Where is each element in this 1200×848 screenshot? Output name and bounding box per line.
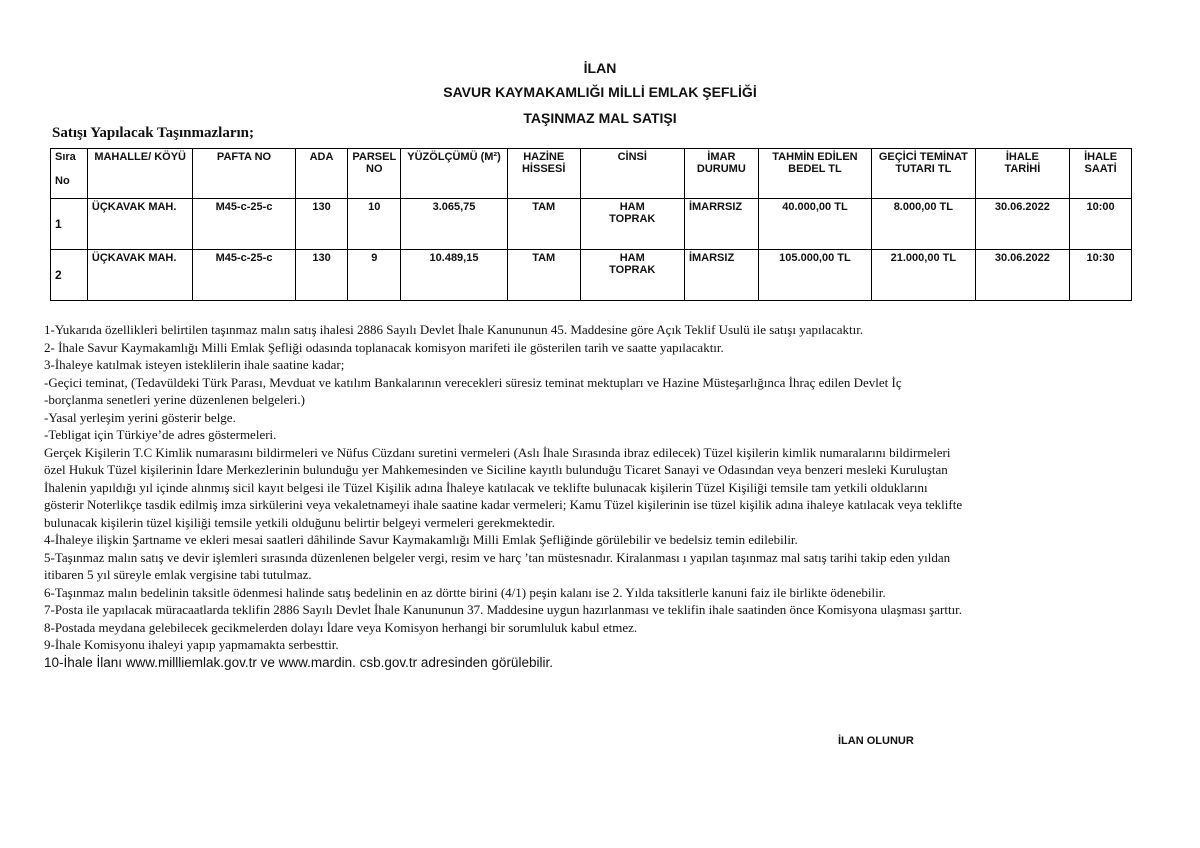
table-cell: TAM — [507, 250, 580, 301]
cell-line: TOPRAK — [609, 264, 656, 276]
column-header-line: SAATİ — [1084, 163, 1117, 175]
notice-title: İLAN — [583, 60, 617, 76]
column-header-line: Sıra — [55, 151, 76, 163]
column-header-line: MAHALLE/ KÖYÜ — [94, 151, 186, 163]
table-cell: 105.000,00 TL — [758, 250, 871, 301]
column-header — [580, 149, 684, 199]
column-header — [507, 149, 580, 199]
sale-title: TAŞINMAZ MAL SATIŞI — [523, 110, 677, 126]
column-header-line: GEÇİCİ TEMİNAT — [878, 151, 968, 163]
property-table — [50, 148, 1132, 301]
term-line-website: 10-İhale İlanı www.millliemlak.gov.tr ve www.mardin. csb.gov.tr adresinden görülebilir. — [44, 654, 553, 670]
table-cell: 10 — [348, 199, 401, 250]
term-line: -Tebligat için Türkiye’de adres göstermeleri. — [44, 427, 277, 442]
column-header-line: ADA — [309, 151, 334, 163]
table-cell: 3.065,75 — [401, 199, 508, 250]
table-cell: İMARRSIZ — [684, 199, 758, 250]
table-cell: 8.000,00 TL — [872, 199, 975, 250]
terms-text — [44, 321, 1164, 671]
column-header-line: NO — [366, 163, 383, 175]
column-header — [87, 149, 192, 199]
table-cell: 1 — [51, 199, 88, 250]
table-cell — [580, 199, 684, 250]
term-line: 3-İhaleye katılmak isteyen isteklilerin ihale saatine kadar; — [44, 357, 345, 372]
term-line: 8-Postada meydana gelebilecek gecikmelerden dolayı İdare veya Komisyon herhangi bir sorumluluk kabul etmez. — [44, 619, 638, 635]
column-header-line: İMAR — [707, 151, 736, 163]
term-line: 7-Posta ile yapılacak müracaatlarda teklifin 2886 Sayılı Devlet İhale Kanununun 37. Maddesine uygun hazırlanması ve teklifin ihale saatinden önce Komisyona ulaşması şarttır. — [44, 602, 963, 617]
table-header-row — [51, 149, 1132, 199]
table-row — [51, 199, 1132, 250]
cell-line: TOPRAK — [609, 213, 656, 225]
term-line: -Yasal yerleşim yerini gösterir belge. — [44, 409, 236, 425]
table-cell: İMARSIZ — [684, 250, 758, 301]
cell-line: HAM — [619, 201, 645, 213]
table-body — [51, 199, 1132, 301]
table-cell: 30.06.2022 — [975, 250, 1070, 301]
column-header-line: DURUMU — [696, 163, 746, 175]
table-row — [51, 250, 1132, 301]
table-cell: 40.000,00 TL — [758, 199, 871, 250]
table-cell: ÜÇKAVAK MAH. — [87, 199, 192, 250]
table-cell: 9 — [348, 250, 401, 301]
table-cell: 10:30 — [1070, 250, 1132, 301]
term-line: 4-İhaleye ilişkin Şartname ve ekleri mesai saatleri dâhilinde Savur Kaymakamlığı Milli Emlak Şefliğinde görülebilir ve bedelsiz temin edilebilir. — [44, 532, 798, 547]
term-line: 1-Yukarıda özellikleri belirtilen taşınmaz malın satış ihalesi 2886 Sayılı Devlet İhale Kanununun 45. Maddesine göre Açık Teklif Usulü ile satışı yapılacaktır. — [44, 322, 864, 337]
term-line: gösterir Noterlikçe tasdik edilmiş imza sirkülerini veya vekaletnameyi ihale saatine kadar vermeleri; Kamu Tüzel kişilerinin ise tüzel kişilik adına ihaleye katılacak veya teklifte — [44, 497, 963, 512]
term-line: 2- İhale Savur Kaymakamlığı Milli Emlak Şefliği odasında toplanacak komisyon marifeti ile gösterilen tarih ve saatte yapılacaktır. — [44, 339, 724, 355]
table-cell: 10:00 — [1070, 199, 1132, 250]
footer-signature: İLAN OLUNUR — [838, 735, 914, 747]
term-line: 5-Taşınmaz malın satış ve devir işlemleri sırasında düzenlenen belgeler vergi, resim ve harç ’tan müstesnadır. Kiralanması ı yapılan taşınmaz mal satış tarihi takip eden yıldan — [44, 549, 951, 565]
term-line: İhalenin yapıldığı yıl içinde alınmış sicil kayıt belgesi ile Tüzel Kişilik adına İhaleye katılacak ve teklifte bulunacak kişilerin Tüzel Kişiliği temsile tam yetkili olduklarını — [44, 479, 928, 495]
column-header — [401, 149, 508, 199]
table-cell: 10.489,15 — [401, 250, 508, 301]
column-header — [758, 149, 871, 199]
term-line: 9-İhale Komisyonu ihaleyi yapıp yapmamakta serbesttir. — [44, 637, 339, 652]
column-header-line: TARİHİ — [1004, 163, 1041, 175]
column-header — [1070, 149, 1132, 199]
table-cell: 130 — [295, 250, 348, 301]
column-header — [872, 149, 975, 199]
table-caption: Satışı Yapılacak Taşınmazların; — [52, 125, 254, 141]
table-cell: 2 — [51, 250, 88, 301]
term-line: -Geçici teminat, (Tedavüldeki Türk Parası, Mevduat ve katılım Bankalarının verecekleri süresiz teminat mektupları ve Hazine Müsteşarlığınca İhraç edilen Devlet İç — [44, 374, 902, 390]
table-cell — [580, 250, 684, 301]
cell-line: HAM — [619, 252, 645, 264]
column-header-line: TAHMİN EDİLEN — [772, 151, 858, 163]
column-header — [348, 149, 401, 199]
column-header-line: BEDEL TL — [788, 163, 842, 175]
table-cell: M45-c-25-c — [193, 250, 295, 301]
column-header-line: İHALE — [1084, 151, 1118, 163]
term-line: özel Hukuk Tüzel kişilerinin İdare Merkezlerinin bulunduğu yer Mahkemesinden ve Siciline kayıtlı bulunduğu Ticaret Sanayi ve Odasından veya benzeri mesleki Kuruluştan — [44, 462, 948, 477]
column-header-line: TUTARI TL — [895, 163, 952, 175]
term-line: itibaren 5 yıl süreyle emlak vergisine tabi tutulmaz. — [44, 567, 312, 582]
column-header-line: CİNSİ — [617, 151, 647, 163]
table-cell: M45-c-25-c — [193, 199, 295, 250]
column-header — [51, 149, 88, 199]
column-header-line: PAFTA NO — [216, 151, 272, 163]
table-cell: 21.000,00 TL — [872, 250, 975, 301]
column-header-line: PARSEL — [352, 151, 397, 163]
table-cell: TAM — [507, 199, 580, 250]
column-header — [684, 149, 758, 199]
table-cell: 30.06.2022 — [975, 199, 1070, 250]
column-header — [975, 149, 1070, 199]
column-header-line: İHALE — [1005, 151, 1039, 163]
term-line: Gerçek Kişilerin T.C Kimlik numarasını bildirmeleri ve Nüfus Cüzdanı suretini vermeleri (Aslı İhale Sırasında ibraz edilecek) Tüzel kişilerin kimlik numaralarını bildirmeleri — [44, 444, 951, 460]
column-header-line: HAZİNE — [523, 151, 565, 163]
column-header-line: No — [55, 175, 70, 187]
table-cell: 130 — [295, 199, 348, 250]
column-header-line: HİSSESİ — [521, 163, 566, 175]
term-line: -borçlanma senetleri yerine düzenlenen belgeleri.) — [44, 392, 305, 407]
column-header — [193, 149, 295, 199]
term-line: bulunacak kişilerin tüzel kişiliği temsile yetkili olduğunu belirtir belgeyi vermeleri gerekmektedir. — [44, 514, 555, 530]
column-header — [295, 149, 348, 199]
table-cell: ÜÇKAVAK MAH. — [87, 250, 192, 301]
column-header-line: YÜZÖLÇÜMÜ (M²) — [407, 151, 501, 163]
term-line: 6-Taşınmaz malın bedelinin taksitle ödenmesi halinde satış bedelinin en az dörtte birini (4/1) peşin kalanı ise 2. Yılda taksitlerle kanuni faiz ile birlikte ödenebilir. — [44, 584, 886, 600]
office-title: SAVUR KAYMAKAMLIĞI MİLLİ EMLAK ŞEFLİĞİ — [443, 84, 757, 100]
